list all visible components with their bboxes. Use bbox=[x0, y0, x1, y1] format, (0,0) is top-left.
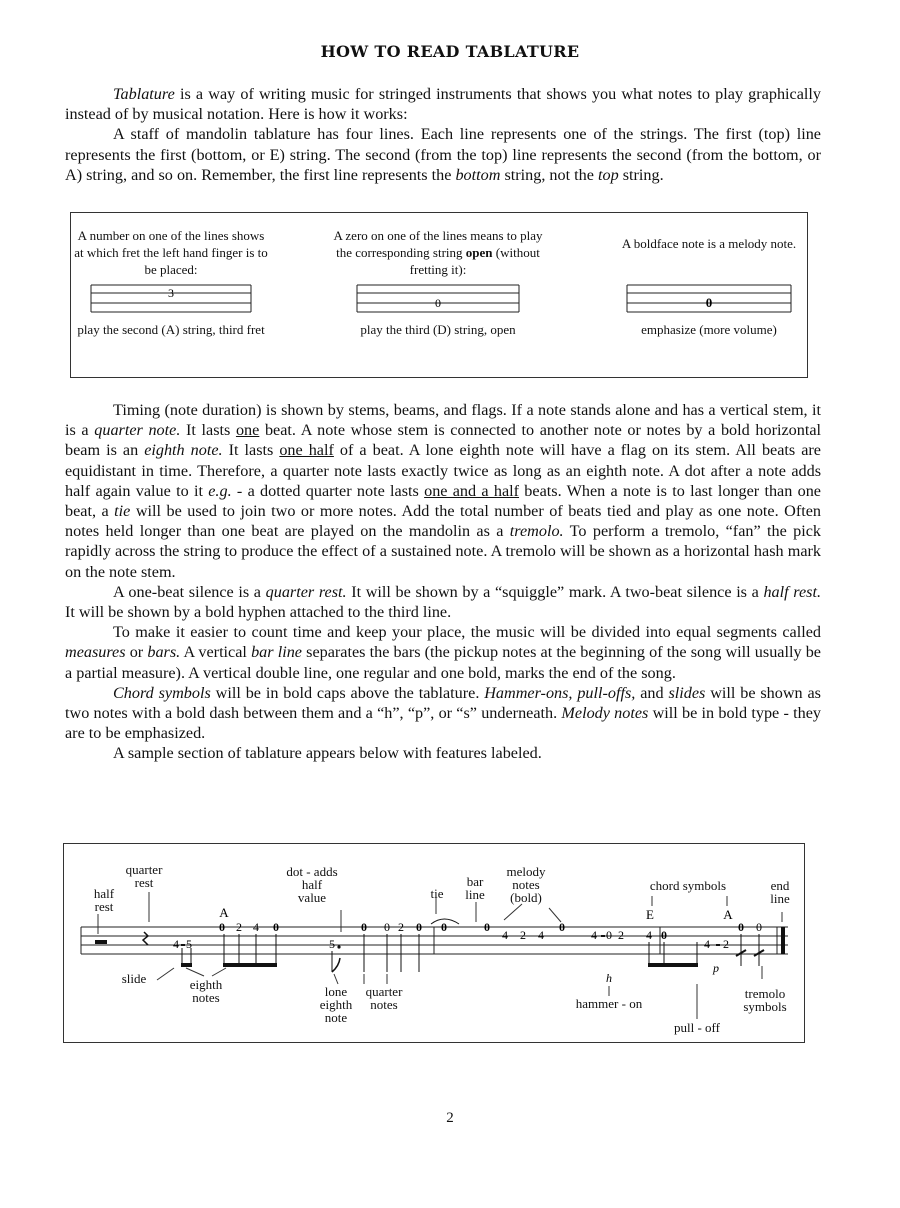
tab-note: 4 bbox=[591, 928, 597, 942]
timing-paragraph-4: Chord symbols will be in bold caps above the tablature. Hammer-ons, pull-offs, and slides will be shown as two notes with a bold dash between them and a “h”, “p”, or “s” underneath. Melody notes will be in bold type - they are to be emphasized. bbox=[65, 683, 821, 743]
label-slide: slide bbox=[121, 971, 147, 986]
page-title: HOW TO READ TABLATURE bbox=[320, 42, 580, 61]
example-open-string bbox=[327, 227, 549, 338]
example-caption: play the third (D) string, open bbox=[360, 322, 516, 337]
timing-paragraph-5: A sample section of tablature appears below with features labeled. bbox=[113, 744, 542, 763]
technique-mark: p bbox=[713, 961, 719, 975]
tab-note: 0 bbox=[661, 928, 667, 942]
label-hammer-on: hammer - on bbox=[575, 996, 643, 1011]
intro-paragraph-1: Tablature is a way of writing music for stringed instruments that shows you what notes to play graphically instead of by musical notation. Here is how it works: bbox=[65, 85, 821, 124]
tab-note: 5 bbox=[186, 937, 192, 951]
tab-note: 2 bbox=[723, 937, 729, 951]
tab-note: 2 bbox=[236, 920, 242, 934]
example-tab-note: 0 bbox=[705, 295, 713, 310]
tab-note: 4 bbox=[704, 937, 710, 951]
example-fret-number bbox=[73, 227, 269, 338]
timing-paragraph-3: To make it easier to count time and keep your place, the music will be divided into equal segments called measures or bars. A vertical bar line separates the bars (the pickup notes at the beginning of the song will usually be a partial measure). A vertical double line, one regular and one bold, marks the end of the song. bbox=[65, 623, 821, 682]
example-staff bbox=[356, 283, 520, 315]
lone-eighth-flag bbox=[332, 958, 340, 972]
timing-paragraph-1: Timing (note duration) is shown by stems, beams, and flags. If a note stands alone and has a vertical stem, it is a quarter note. It lasts one beat. A note whose stem is connected to another note or notes by a bold horizontal beam is an eighth note. It lasts one half of a beat. A lone eighth note will have a flag on its stem. All beats are equidistant in time. Therefore, a quarter note lasts exactly twice as long as an eighth note. A dot after a note adds half again value to it e.g. - a dotted quarter note lasts one and a half beats. When a note is to last longer than one beat, a tie will be used to join two or more notes. Add the total number of beats tied and play as one note. Often notes held longer than one beat are played on the mandolin as a tremolo. To perform a tremolo, “fan” the pick rapidly across the string to produce the effect of a sustained note. A tremolo will be shown as a horizontal hash mark on the note stem. bbox=[65, 401, 822, 581]
chord-symbol: E bbox=[646, 907, 654, 922]
label-eighth-notes: eighth notes bbox=[189, 977, 223, 1005]
tab-note: 0 bbox=[416, 920, 422, 934]
example-description: A zero on one of the lines means to play the corresponding string open (without fretting it): bbox=[333, 228, 543, 277]
tab-note: 0 bbox=[273, 920, 279, 934]
example-caption: emphasize (more volume) bbox=[641, 322, 777, 337]
label-quarter-notes: quarter notes bbox=[365, 984, 403, 1012]
example-description: A boldface note is a melody note. bbox=[621, 236, 797, 251]
technique-mark: h bbox=[606, 971, 612, 985]
label-quarter-rest: quarter rest bbox=[125, 862, 163, 890]
tab-note: 2 bbox=[520, 928, 526, 942]
half-rest-mark bbox=[95, 940, 107, 944]
tab-note: 0 bbox=[738, 920, 744, 934]
tab-note: 4 bbox=[173, 937, 179, 951]
tab-note: 0 bbox=[384, 920, 390, 934]
example-tab-note: 0 bbox=[435, 296, 441, 310]
technique-dashes bbox=[181, 936, 720, 945]
label-chord-symbols: chord symbols bbox=[649, 878, 727, 893]
example-staff bbox=[626, 283, 792, 315]
tab-note: 2 bbox=[618, 928, 624, 942]
sample-tablature-figure bbox=[63, 843, 805, 1043]
label-melody-notes: melody notes (bold) bbox=[506, 864, 546, 905]
label-tremolo-symbols: tremolo symbols bbox=[743, 986, 787, 1014]
intro-paragraph-2: A staff of mandolin tablature has four lines. Each line represents one of the strings. The first (top) line represents the first (bottom, or E) string. The second (from the top) line represents the second (from the bottom, or A) string, and so on. Remember, the first line represents the bottom string, not the top string. bbox=[65, 125, 821, 184]
chord-symbol: A bbox=[723, 907, 733, 922]
label-dot-adds-half-value: dot - adds half value bbox=[286, 864, 338, 905]
tab-note: 4 bbox=[646, 928, 652, 942]
example-tab-note: 3 bbox=[168, 286, 174, 300]
sample-tablature-svg bbox=[64, 844, 804, 1042]
tab-note: 4 bbox=[253, 920, 259, 934]
tab-note: 0 bbox=[361, 920, 367, 934]
tab-note: 0 bbox=[441, 920, 447, 934]
example-staff bbox=[90, 283, 252, 315]
label-pull-off: pull - off bbox=[674, 1020, 720, 1035]
tab-note: 0 bbox=[756, 920, 762, 934]
tab-note: 0 bbox=[484, 920, 490, 934]
page-number: 2 bbox=[446, 1110, 454, 1126]
label-bar-line: bar line bbox=[465, 874, 485, 902]
label-lone-eighth-note: lone eighth note bbox=[319, 984, 353, 1025]
tab-note: 5 bbox=[329, 937, 335, 951]
tab-note: 0 bbox=[559, 920, 565, 934]
example-description: A number on one of the lines shows at which fret the left hand finger is to be placed: bbox=[74, 228, 268, 277]
dot-mark bbox=[337, 945, 340, 948]
tab-examples-box bbox=[70, 212, 808, 378]
label-half-rest: half rest bbox=[93, 886, 115, 914]
timing-paragraph-2: A one-beat silence is a quarter rest. It will be shown by a “squiggle” mark. A two-beat silence is a half rest. It will be shown by a bold hyphen attached to the third line. bbox=[65, 582, 821, 622]
tab-note: 0 bbox=[606, 928, 612, 942]
label-end-line: end line bbox=[770, 878, 790, 906]
example-boldface-note bbox=[619, 227, 799, 338]
tab-note: 0 bbox=[219, 920, 225, 934]
note-beams bbox=[181, 963, 698, 967]
example-caption: play the second (A) string, third fret bbox=[77, 322, 265, 337]
chord-symbol: A bbox=[219, 905, 229, 920]
label-tie: tie bbox=[430, 886, 444, 901]
tremolo-marks bbox=[736, 950, 764, 956]
tab-note: 4 bbox=[502, 928, 508, 942]
quarter-rest-mark bbox=[143, 932, 148, 945]
tab-note: 4 bbox=[538, 928, 544, 942]
tab-note: 2 bbox=[398, 920, 404, 934]
timing-section bbox=[65, 400, 821, 764]
intro-section bbox=[65, 84, 821, 185]
